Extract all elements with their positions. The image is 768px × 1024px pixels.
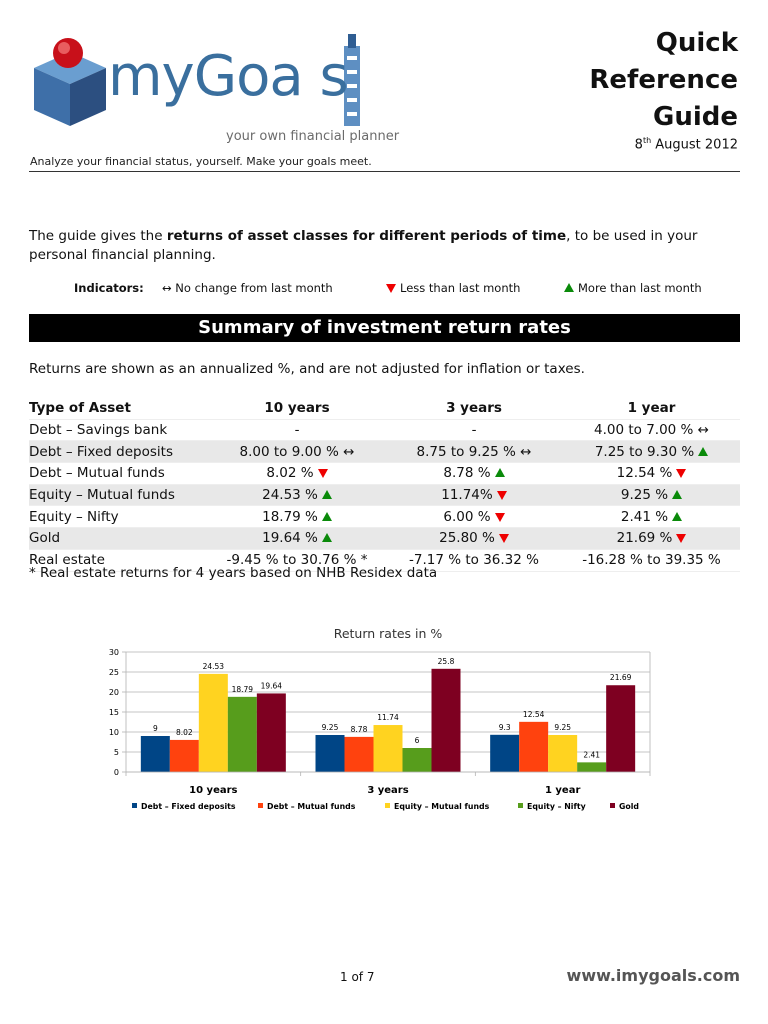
bar [519,722,548,772]
return-value: - [294,422,300,439]
asset-name: Debt – Mutual funds [29,465,165,482]
data-label: 9 [152,724,158,733]
data-label: 2.41 [583,750,601,760]
table-row [29,506,740,528]
table-row [29,441,740,463]
return-cell [563,549,740,571]
return-value: 8.75 to 9.25 % [416,443,516,460]
return-value: 25.80 % [439,530,495,547]
return-cell [385,419,563,441]
legend-label: Debt – Fixed deposits [141,802,236,811]
data-label: 8.02 [175,727,193,737]
x-tick-label: 1 year [544,785,581,796]
down-triangle-icon [497,491,507,500]
table-row [29,419,740,441]
return-cell [385,484,563,506]
return-cell [209,441,385,463]
returns-table [29,398,740,572]
guide-title [589,25,738,136]
down-triangle-icon [318,469,328,478]
website-link[interactable]: www.imygoals.com [566,966,740,985]
section-banner: Summary of investment return rates [29,314,740,342]
bar [374,725,403,772]
return-cell [385,506,563,528]
return-value: 24.53 % [262,487,318,504]
return-cell [563,463,740,485]
return-cell [385,528,563,550]
tagline: Analyze your financial status, yourself. Make your goals meet. [30,155,372,168]
return-value: 21.69 % [616,530,673,547]
return-value: 11.74% [441,487,493,504]
return-cell [563,528,740,550]
bar [490,735,519,772]
table-row [29,463,740,485]
bar [141,736,170,772]
bar [432,669,461,772]
data-label: 11.74 [377,713,399,723]
indicator-no-change: ↔ No change from last month [162,281,333,295]
bar [548,735,577,772]
y-tick-label: 0 [113,768,119,777]
bar [316,735,345,772]
x-tick-label: 3 years [367,785,409,796]
legend-swatch [258,803,263,808]
return-cell [209,419,385,441]
indicators-label: Indicators: [74,281,144,295]
up-triangle-icon [495,468,505,477]
page-number: 1 of 7 [340,970,375,984]
return-value: 19.64 % [262,530,318,547]
legend-label: Gold [619,802,640,811]
return-value: 6.00 % [443,508,491,525]
return-cell [209,506,385,528]
up-triangle-icon [672,490,682,499]
return-value: -16.28 % to 39.35 % [582,552,721,569]
asset-name: Equity – Nifty [29,508,119,525]
return-cell [563,506,740,528]
bar [345,737,374,772]
legend-swatch [518,803,523,808]
header-asset: Type of Asset [29,400,131,417]
header-1-year: 1 year [627,400,676,417]
return-cell [209,463,385,485]
logo-subtitle: your own financial planner [226,129,400,144]
asset-name: Gold [29,528,209,550]
date-suffix: th [642,136,652,145]
header-10-years: 10 years [264,400,330,417]
asset-name: Equity – Mutual funds [29,484,209,506]
up-triangle-icon [672,512,682,521]
up-triangle-icon [698,447,708,456]
data-label: 25.8 [437,656,455,666]
table-row [29,484,740,506]
bar [606,685,635,772]
y-tick-label: 10 [108,728,119,737]
return-value: 9.25 % [620,487,669,504]
legend-swatch [132,803,137,808]
data-label: 9.25 [554,723,572,732]
no-change-icon: ↔ [515,443,532,460]
return-cell [209,484,385,506]
title-line-3: Guide [652,102,738,132]
title-line-1: Quick [655,28,738,58]
data-label: 21.69 [609,673,632,683]
return-value: 8.00 to 9.00 % [239,443,339,460]
no-change-icon: ↔ [693,422,709,439]
down-triangle-icon [676,469,686,478]
bar [199,674,228,772]
indicator-more-label: More than last month [578,281,702,295]
bar [228,697,257,772]
down-triangle-icon [676,534,686,543]
return-value: 18.79 % [262,508,318,525]
intro-text-bold: returns of asset classes for different periods of time [166,228,567,244]
date-day: 8 [634,137,643,153]
y-tick-label: 5 [113,748,119,757]
y-tick-label: 20 [108,688,119,697]
return-value: -9.45 % to 30.76 % * [226,552,368,569]
title-line-2: Reference [589,65,738,95]
logo-wordmark: myGoa s [108,44,348,109]
down-triangle-icon [499,534,509,543]
indicator-less [386,281,520,295]
up-triangle-icon [564,283,574,292]
y-tick-label: 15 [108,708,119,717]
up-triangle-icon [322,533,332,542]
intro-paragraph [29,227,744,265]
bar [403,748,432,772]
asset-name: Debt – Fixed deposits [29,441,209,463]
legend-label: Debt – Mutual funds [267,802,356,811]
return-value: -7.17 % to 36.32 % [409,552,539,569]
return-cell [209,528,385,550]
returns-note: Returns are shown as an annualized %, and are not adjusted for inflation or taxes. [29,361,585,377]
table-row [29,528,740,550]
data-label: 9.3 [498,722,511,732]
header-divider [29,171,740,172]
asset-name: Real estate [29,552,105,569]
legend-label: Equity – Mutual funds [394,802,490,811]
return-value: 7.25 to 9.30 % [594,443,695,460]
data-label: 9.25 [321,723,339,732]
no-change-icon: ↔ [338,443,355,460]
return-value: 4.00 to 7.00 % [594,422,694,439]
date-rest: August 2012 [651,137,738,153]
return-value: 8.78 % [443,465,491,482]
data-label: 6 [414,736,420,745]
return-cell [563,419,740,441]
return-cell [563,441,740,463]
indicators-legend [29,281,740,297]
intro-text-end: , to be used in your personal financial planning. [29,228,698,263]
return-rates-chart [90,622,690,822]
legend-swatch [610,803,615,808]
legend-swatch [385,803,390,808]
table-header-row [29,398,740,419]
return-value: 8.02 % [266,465,314,482]
down-triangle-icon [386,284,396,293]
y-tick-label: 25 [108,668,119,677]
chart-title: Return rates in % [333,626,443,641]
return-cell [385,441,563,463]
y-tick-label: 30 [108,648,119,657]
data-label: 8.78 [350,724,368,734]
return-value: 2.41 % [620,508,669,525]
guide-date [635,136,738,152]
footnote: * Real estate returns for 4 years based on NHB Residex data [29,565,438,581]
return-value: 12.54 % [616,465,673,482]
return-cell [563,484,740,506]
data-label: 18.79 [231,684,254,694]
down-triangle-icon [495,513,505,522]
return-cell [385,463,563,485]
bar [257,693,286,772]
bar [577,762,606,772]
header-3-years: 3 years [446,400,502,417]
up-triangle-icon [322,490,332,499]
data-label: 19.64 [260,681,283,691]
asset-name: Debt – Savings bank [29,422,168,439]
indicator-more [564,281,702,295]
data-label: 12.54 [522,709,545,719]
intro-text-start: The guide gives the [29,228,167,244]
x-tick-label: 10 years [189,785,238,796]
up-triangle-icon [322,512,332,521]
data-label: 24.53 [202,661,225,671]
indicator-less-label: Less than last month [400,281,521,295]
bar [170,740,199,772]
return-value: - [471,422,477,439]
legend-label: Equity – Nifty [527,802,586,811]
